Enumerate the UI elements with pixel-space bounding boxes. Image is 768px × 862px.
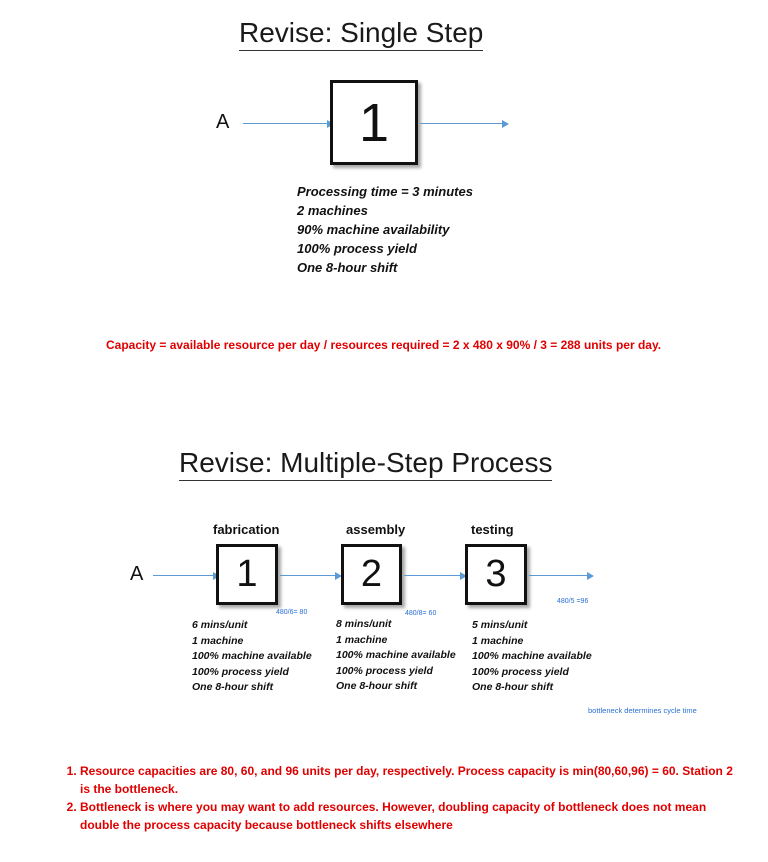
spec-line: 1 machine xyxy=(336,633,388,646)
spec-line: 100% machine available xyxy=(472,650,592,662)
station-2-specs xyxy=(336,617,456,695)
station-1-specs xyxy=(192,618,312,696)
single-step-station-box xyxy=(330,80,418,165)
single-step-input-label: A xyxy=(216,111,230,133)
spec-line: 1 machine xyxy=(192,634,244,647)
capacity-note-station-3: 480/5 =96 xyxy=(557,598,589,605)
spec-line: 100% machine available xyxy=(336,649,456,661)
single-step-specs xyxy=(297,182,473,277)
station-box-2 xyxy=(341,544,402,605)
flow-arrow-2-3 xyxy=(404,575,465,576)
station-number: 2 xyxy=(360,553,383,595)
spec-line: 8 mins/unit xyxy=(336,618,392,630)
capacity-note-station-2: 480/8= 60 xyxy=(405,610,437,617)
conclusion-item: 1. Resource capacities are 80, 60, and 96 units per day, respectively. Process capacity is min(80,60,96) = 60. Station 2 is the bottleneck. xyxy=(80,762,742,798)
spec-line: 100% process yield xyxy=(336,664,433,677)
spec-line: 6 mins/unit xyxy=(192,619,248,631)
single-step-output-arrow xyxy=(420,123,507,124)
single-step-station-number: 1 xyxy=(358,92,390,153)
multi-step-title: Revise: Multiple-Step Process xyxy=(179,448,552,481)
spec-line: One 8-hour shift xyxy=(472,681,554,693)
station-name-fabrication: fabrication xyxy=(213,522,280,537)
spec-line: 2 machines xyxy=(297,203,368,218)
single-step-input-arrow xyxy=(243,123,332,124)
conclusion-item: 2. Bottleneck is where you may want to add resources. However, doubling capacity of bottleneck does not mean double the process capacity because bottleneck shifts elsewhere xyxy=(80,798,742,834)
station-name-testing: testing xyxy=(471,522,514,537)
station-box-1 xyxy=(216,544,278,605)
conclusions-list xyxy=(62,762,742,834)
station-box-3 xyxy=(465,544,527,605)
station-number: 3 xyxy=(485,553,507,595)
capacity-note-station-1: 480/6= 80 xyxy=(276,609,308,616)
station-3-specs xyxy=(472,618,592,696)
station-name-assembly: assembly xyxy=(346,522,406,537)
capacity-formula: Capacity = available resource per day / resources required = 2 x 480 x 90% / 3 = 288 units per day. xyxy=(106,338,662,352)
spec-line: 100% process yield xyxy=(472,665,569,678)
spec-line: 100% process yield xyxy=(192,665,289,678)
multi-step-input-label: A xyxy=(130,563,144,585)
station-number: 1 xyxy=(236,553,258,595)
spec-line: One 8-hour shift xyxy=(336,680,418,692)
spec-line: 100% process yield xyxy=(297,241,417,256)
multi-step-input-arrow xyxy=(153,575,218,576)
bottleneck-note: bottleneck determines cycle time xyxy=(588,706,697,715)
spec-line: One 8-hour shift xyxy=(192,681,274,693)
spec-line: One 8-hour shift xyxy=(297,260,398,275)
spec-line: 5 mins/unit xyxy=(472,619,528,631)
spec-line: 1 machine xyxy=(472,634,524,647)
single-step-title: Revise: Single Step xyxy=(239,18,483,51)
spec-line: 90% machine availability xyxy=(297,222,450,237)
multi-step-output-arrow xyxy=(529,575,592,576)
spec-line: Processing time = 3 minutes xyxy=(297,184,473,199)
spec-line: 100% machine available xyxy=(192,650,312,662)
flow-arrow-1-2 xyxy=(280,575,340,576)
